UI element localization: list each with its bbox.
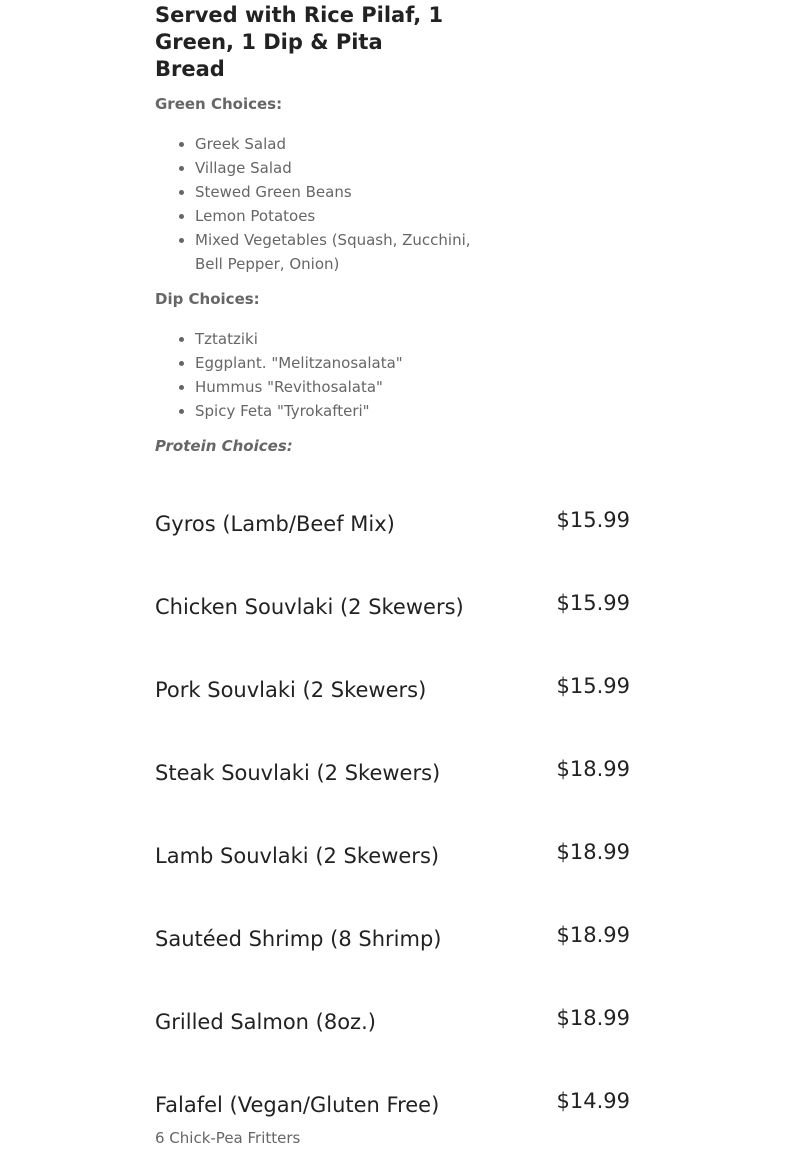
menu-item-pork-souvlaki bbox=[155, 650, 635, 733]
list-item: • Mixed Vegetables (Squash, Zucchini, Bell Pepper, Onion) bbox=[195, 228, 495, 276]
menu-item-price: $15.99 bbox=[556, 591, 630, 615]
menu-item-name: Grilled Salmon (8oz.) bbox=[155, 1010, 376, 1034]
list-item: • Eggplant. "Melitzanosalata" bbox=[195, 351, 495, 375]
green-choices-label: Green Choices: bbox=[155, 95, 283, 113]
menu-item-description: 6 Chick-Pea Fritters bbox=[155, 1129, 301, 1147]
menu-item-name: Lamb Souvlaki (2 Skewers) bbox=[155, 844, 440, 868]
list-item: • Stewed Green Beans bbox=[195, 180, 495, 204]
list-item: • Greek Salad bbox=[195, 132, 495, 156]
list-item: • Hummus "Revithosalata" bbox=[195, 375, 495, 399]
menu-item-grilled-salmon bbox=[155, 982, 635, 1065]
list-item: • Tztatziki bbox=[195, 327, 495, 351]
protein-menu-list bbox=[155, 484, 635, 1148]
menu-item-name: Chicken Souvlaki (2 Skewers) bbox=[155, 595, 464, 619]
menu-item-price: $18.99 bbox=[556, 757, 630, 781]
menu-item-name: Sautéed Shrimp (8 Shrimp) bbox=[155, 927, 442, 951]
menu-subtitle: Served with Rice Pilaf, 1 Green, 1 Dip & Pita Bread bbox=[155, 3, 444, 81]
list-item: • Village Salad bbox=[195, 156, 495, 180]
menu-item-price: $15.99 bbox=[556, 508, 630, 532]
dip-choices-list bbox=[155, 327, 495, 423]
menu-item-price: $18.99 bbox=[556, 1006, 630, 1030]
menu-item-chicken-souvlaki bbox=[155, 567, 635, 650]
menu-item-name: Steak Souvlaki (2 Skewers) bbox=[155, 761, 441, 785]
list-item: • Lemon Potatoes bbox=[195, 204, 495, 228]
menu-section bbox=[155, 0, 635, 1148]
list-item: • Spicy Feta "Tyrokafteri" bbox=[195, 399, 495, 423]
menu-item-gyros bbox=[155, 484, 635, 567]
menu-item-price: $18.99 bbox=[556, 840, 630, 864]
menu-item-falafel bbox=[155, 1065, 635, 1148]
menu-item-sauteed-shrimp bbox=[155, 899, 635, 982]
menu-item-name: Falafel (Vegan/Gluten Free) bbox=[155, 1093, 440, 1117]
menu-item-price: $18.99 bbox=[556, 923, 630, 947]
menu-item-steak-souvlaki bbox=[155, 733, 635, 816]
menu-item-lamb-souvlaki bbox=[155, 816, 635, 899]
dip-choices-label: Dip Choices: bbox=[155, 290, 260, 308]
menu-item-name: Pork Souvlaki (2 Skewers) bbox=[155, 678, 427, 702]
menu-item-price: $14.99 bbox=[556, 1089, 630, 1113]
protein-choices-label: Protein Choices: bbox=[155, 437, 293, 455]
green-choices-list bbox=[155, 132, 495, 276]
menu-item-name: Gyros (Lamb/Beef Mix) bbox=[155, 512, 395, 536]
menu-item-price: $15.99 bbox=[556, 674, 630, 698]
